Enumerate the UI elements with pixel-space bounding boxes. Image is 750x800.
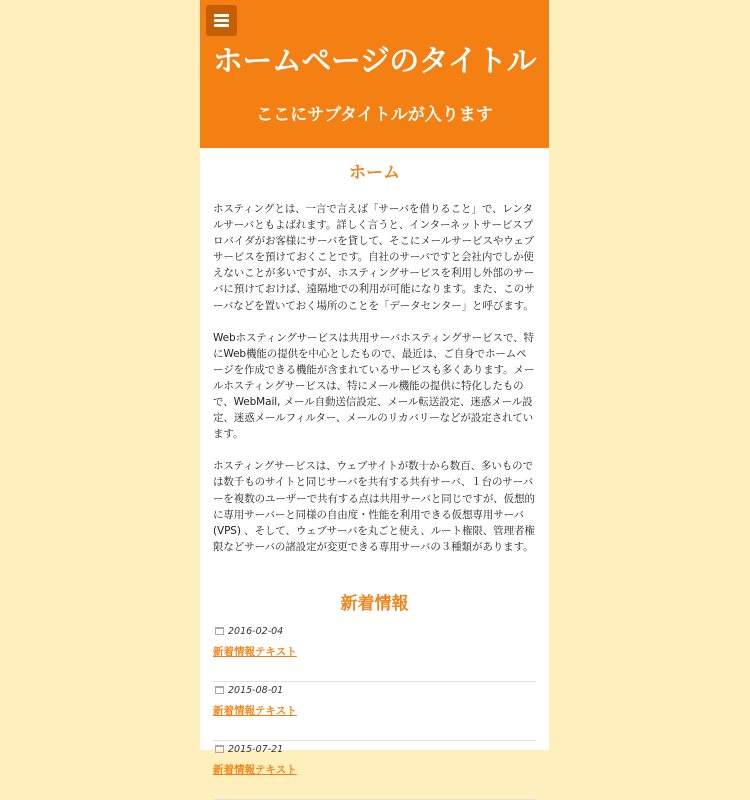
news-link[interactable]: 新着情報テキスト [213,763,297,776]
news-heading: 新着情報 [340,593,409,614]
site-title: ホームページのタイトル [212,44,537,79]
site-subtitle: ここにサブタイトルが入ります [256,105,493,125]
home-paragraph: ホスティングサービスは、ウェブサイトが数十から数百、多いものでは数千ものサイトと同じサーバを共有する共有サーバ、１台のサーバーを複数のユーザーで共有する点は共用サーバと同じですが、仮想的に専用サーバーと同様の自由度・性能を利用できる仮想専用サーバ(VPS) 、そして、ウェブサーバを丸ごと使え、ルート権限、管理者権限などサーバの諸設定が変更できる専用サーバの３種類があります。 [213,460,535,553]
calendar-icon [215,686,224,694]
calendar-icon [215,745,224,753]
calendar-icon [215,627,224,635]
main-content [200,148,549,800]
news-list [213,623,536,800]
page-container [200,0,549,776]
menu-button[interactable] [206,5,237,36]
site-header [200,0,549,148]
home-paragraph: ホスティングとは、一言で言えば「サーバを借りること」で、レンタルサーバともよばれます。詳しく言うと、インターネットサービスプロバイダがお客様にサーバを貸して、そこにメールサービスやウェブサービスを預けておくことです。自社のサーバですと会社内でしか使えないことが多いですが、ホスティングサービスを利用し外部のサーバに預けておけば、遠隔地での利用が可能になります。また、このサーバなどを置いておく場所のことを「データセンター」と呼びます。 [213,203,535,312]
news-link[interactable]: 新着情報テキスト [213,645,297,658]
news-date: 2016-02-04 [228,625,284,637]
home-heading: ホーム [349,163,400,183]
home-paragraph: Webホスティングサービスは共用サーバホスティングサービスで、特にWeb機能の提供を中心としたもので、最近は、ご自身でホームページを作成できる機能が含まれているサービスも多くあります。メールホスティングサービスは、特にメール機能の提供に特化したもので、WebMail, メール自動送信設定、メール転送設定、迷惑メール設定、迷惑メールフィルター、メールのリカバリーなどが設定されています。 [213,331,535,441]
news-item [213,682,536,741]
news-item [213,623,536,682]
news-date: 2015-08-01 [228,684,284,696]
news-item [213,741,536,800]
news-link[interactable]: 新着情報テキスト [213,704,297,717]
news-date: 2015-07-21 [228,743,284,755]
